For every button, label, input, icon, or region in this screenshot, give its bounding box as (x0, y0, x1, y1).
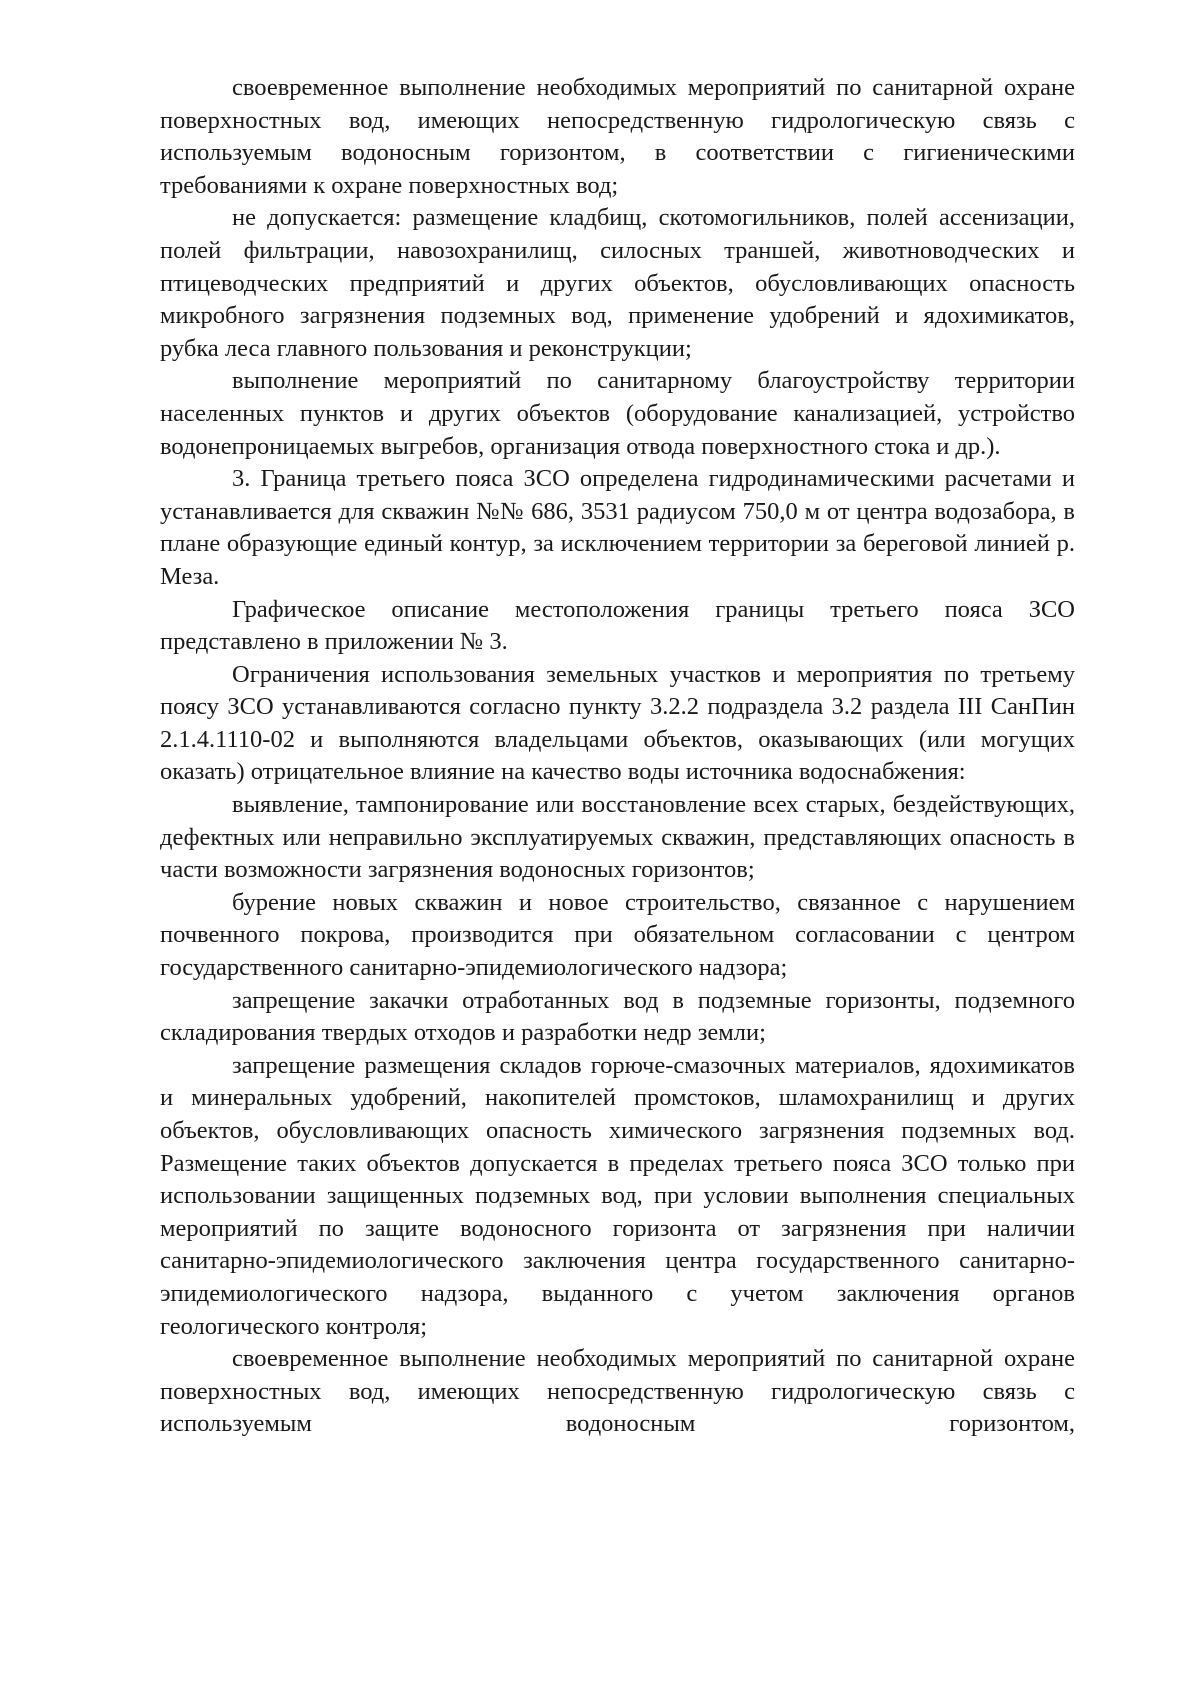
paragraph-surface-water-measures: своевременное выполнение необходимых мероприятий по санитарной охране поверхностных вод, имеющих непосредственную гидрологическую связь с используемым водоносным горизонтом, в соответствии с гигиеническими требованиями к охране поверхностных вод; (160, 74, 1075, 199)
paragraph-sanitary-improvement: выполнение мероприятий по санитарному благоустройству территории населенных пунктов и других объектов (оборудование канализацией, устройство водонепроницаемых выгребов, организация отвода поверхностного стока и др.). (160, 367, 1075, 460)
paragraph-new-drilling: бурение новых скважин и новое строительство, связанное с нарушением почвенного покрова, производится при обязательном согласовании с центром государственного санитарно-эпидемиологического надзора; (160, 888, 1075, 982)
paragraph-surface-water-measures-continued: своевременное выполнение необходимых мероприятий по санитарной охране поверхностных вод, имеющих непосредственную гидрологическую связь с используемым водоносным горизонтом, (160, 1345, 1075, 1438)
paragraph-third-belt-boundary: 3. Граница третьего пояса ЗСО определена гидродинамическими расчетами и устанавливается для скважин №№ 686, 3531 радиусом 750,0 м от центра водозабора, в плане образующие единый контур, за исключением территории за береговой линией р. Меза. (160, 465, 1075, 590)
paragraph-storage-ban: запрещение размещения складов горюче-смазочных материалов, ядохимикатов и минеральных удобрений, накопителей промстоков, шламохранилищ и других объектов, обусловливающих опасность химического загрязнения подземных вод. Размещение таких объектов допускается в пределах третьего пояса ЗСО только при использовании защищенных подземных вод, при условии выполнения специальных мероприятий по защите водоносного горизонта от загрязнения при наличии санитарно-эпидемиологического заключения центра государственного санитарно-эпидемиологического надзора, выданного с учетом заключения органов геологического контроля; (160, 1051, 1075, 1340)
paragraph-land-use-restrictions: Ограничения использования земельных участков и мероприятия по третьему поясу ЗСО устанавливаются согласно пункту 3.2.2 подраздела 3.2 раздела III СанПин 2.1.4.1110-02 и выполняются владельцами объектов, оказывающих (или могущих оказать) отрицательное влияние на качество воды источника водоснабжения: (160, 660, 1075, 786)
document-body (160, 72, 1075, 1441)
paragraph-injection-ban: запрещение закачки отработанных вод в подземные горизонты, подземного складирования твердых отходов и разработки недр земли; (160, 986, 1075, 1047)
paragraph-prohibited-placement: не допускается: размещение кладбищ, скотомогильников, полей ассенизации, полей фильтрации, навозохранилищ, силосных траншей, животноводческих и птицеводческих предприятий и других объектов, обусловливающих опасность микробного загрязнения подземных вод, применение удобрений и ядохимикатов, рубка леса главного пользования и реконструкции; (160, 204, 1075, 362)
paragraph-well-plugging: выявление, тампонирование или восстановление всех старых, бездействующих, дефектных или неправильно эксплуатируемых скважин, представляющих опасность в части возможности загрязнения водоносных горизонтов; (160, 791, 1075, 884)
paragraph-graphic-description: Графическое описание местоположения границы третьего пояса ЗСО представлено в приложении № 3. (160, 595, 1075, 656)
